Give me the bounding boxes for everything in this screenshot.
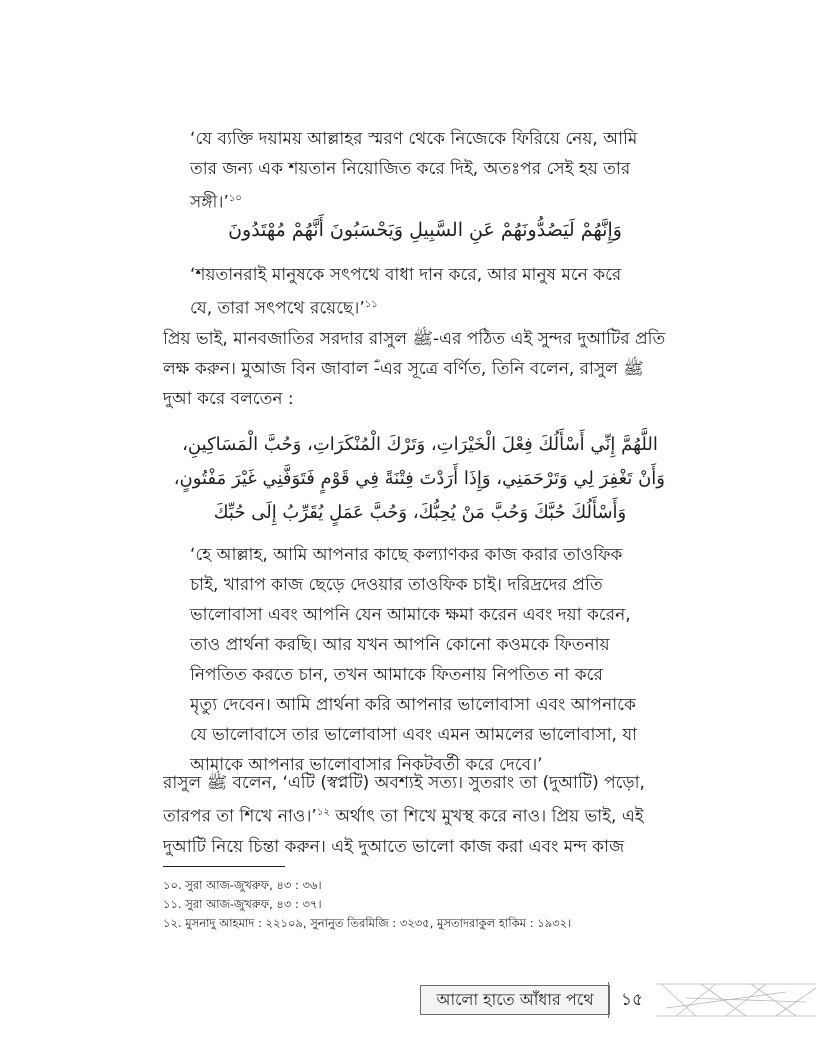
quote-surah-zukhruf-37 — [190, 260, 660, 324]
arabic-verse: وَإِنَّهُمْ لَيَصُدُّونَهُمْ عَنِ السَّبِيلِ وَيَحْسَبُونَ أَنَّهُمْ مُهْتَدُونَ — [228, 219, 622, 241]
footnote-item: ১০. সুরা আজ-জুখরুফ, ৪৩ : ৩৬। — [163, 878, 322, 892]
paragraph-line: দুআটি নিয়ে চিন্তা করুন। এই দুআতে ভালো কাজ করা এবং মন্দ কাজ — [163, 836, 625, 857]
quote-line: যে, তারা সৎপথে রয়েছে।’$^{১১}$ — [190, 298, 378, 319]
quote-line: যে ভালোবাসে তার ভালোবাসা এবং এমন আমলের ভালোবাসা, যা — [190, 725, 638, 745]
footnotes — [163, 876, 663, 933]
footnote-ref: ১২ — [316, 807, 330, 818]
quote-line: তার জন্য এক শয়তান নিয়োজিত করে দিই, অতঃপর সেই হয় তার — [190, 159, 631, 179]
paragraph-intro-dua — [163, 324, 666, 414]
arabic-dua-line: اللَّهُمَّ إِنِّي أَسْأَلُكَ فِعْلَ الْخَيْرَاتِ، وَتَرْكَ الْمُنْكَرَاتِ، وَحُبَّ الْمَسَاكِينِ، — [182, 434, 658, 455]
paragraph-line: প্রিয় ভাই, মানবজাতির সরদার রাসুল ﷺ-এর পঠিত এই সুন্দর দুআটির প্রতি — [163, 329, 666, 349]
footer-divider — [608, 982, 609, 1018]
footnote-ref: ১১ — [364, 299, 378, 310]
running-footer-title: আলো হাতে আঁধার পথে — [420, 985, 610, 1015]
quote-line: চাই, খারাপ কাজ ছেড়ে দেওয়ার তাওফিক চাই। দরিদ্রদের প্রতি — [190, 575, 603, 595]
footnote-item: ১২. মুসনাদু আহমাদ : ২২১০৯, সুনানুত তিরমিজি : ৩২৩৫, মুসতাদরাকুল হাকিম : ১৯৩২। — [163, 916, 572, 930]
quote-surah-zukhruf-36 — [190, 124, 660, 218]
arabic-dua — [175, 428, 665, 530]
footer-decoration-icon — [656, 978, 816, 1020]
arabic-dua-line: وَأَسْأَلُكَ حُبَّكَ وَحُبَّ مَنْ يُحِبُّكَ، وَحُبَّ عَمَلٍ يُقَرِّبُ إِلَى حُبِّكَ — [213, 502, 627, 523]
quote-line: ‘শয়তানরাই মানুষকে সৎপথে বাধা দান করে, আর মানুষ মনে করে — [190, 265, 622, 285]
paragraph-line: দুআ করে বলতেন : — [163, 389, 294, 409]
quote-line: মৃত্যু দেবেন। আমি প্রার্থনা করি আপনার ভালোবাসা এবং আপনাকে — [190, 695, 636, 715]
footnote-ref: ১০ — [228, 193, 242, 204]
footnote-item: ১১. সুরা আজ-জুখরুফ, ৪৩ : ৩৭। — [163, 897, 322, 911]
paragraph-line: লক্ষ করুন। মুআজ বিন জাবাল ؓ-এর সূত্রে বর্ণিত, তিনি বলেন, রাসুল ﷺ — [163, 359, 644, 379]
quote-line: নিপতিত করতে চান, তখন আমাকে ফিতনায় নিপতিত না করে — [190, 665, 603, 685]
quote-line: তাও প্রার্থনা করছি। আর যখন আপনি কোনো কওমকে ফিতনায় — [190, 635, 610, 655]
paragraph-dua-explanation — [163, 768, 659, 862]
quote-line: ভালোবাসা এবং আপনি যেন আমাকে ক্ষমা করেন এবং দয়া করেন, — [190, 605, 631, 625]
quote-line: আমাকে আপনার ভালোবাসার নিকটবর্তী করে দেবে।’ — [190, 755, 543, 775]
paragraph-line: তারপর তা শিখে নাও।’$^{১২}$ অর্থাৎ তা শিখে মুখস্থ করে নাও। প্রিয় ভাই, এই — [163, 806, 644, 827]
quote-line: ‘হে আল্লাহ, আমি আপনার কাছে কল্যাণকর কাজ করার তাওফিক — [190, 545, 623, 565]
quote-line: ‘যে ব্যক্তি দয়াময় আল্লাহর স্মরণ থেকে নিজেকে ফিরিয়ে নেয়, আমি — [190, 129, 638, 149]
paragraph-line: রাসুল ﷺ বলেন, ‘এটি (স্বপ্নটি) অবশ্যই সত্য। সুতরাং তা (দুআটি) পড়ো, — [163, 773, 645, 793]
arabic-dua-line: وَأَنْ تَغْفِرَ لِي وَتَرْحَمَنِي، وَإِذَا أَرَدْتَ فِتْنَةً فِي قَوْمٍ فَتَوَفَّنِي غَيْرَ مَفْتُونٍ، — [173, 468, 665, 489]
page-number: ১৫ — [620, 990, 644, 1010]
footnote-divider — [163, 866, 285, 867]
quote-dua-translation — [190, 540, 660, 780]
quote-line: সঙ্গী।’$^{১০}$ — [190, 192, 242, 213]
